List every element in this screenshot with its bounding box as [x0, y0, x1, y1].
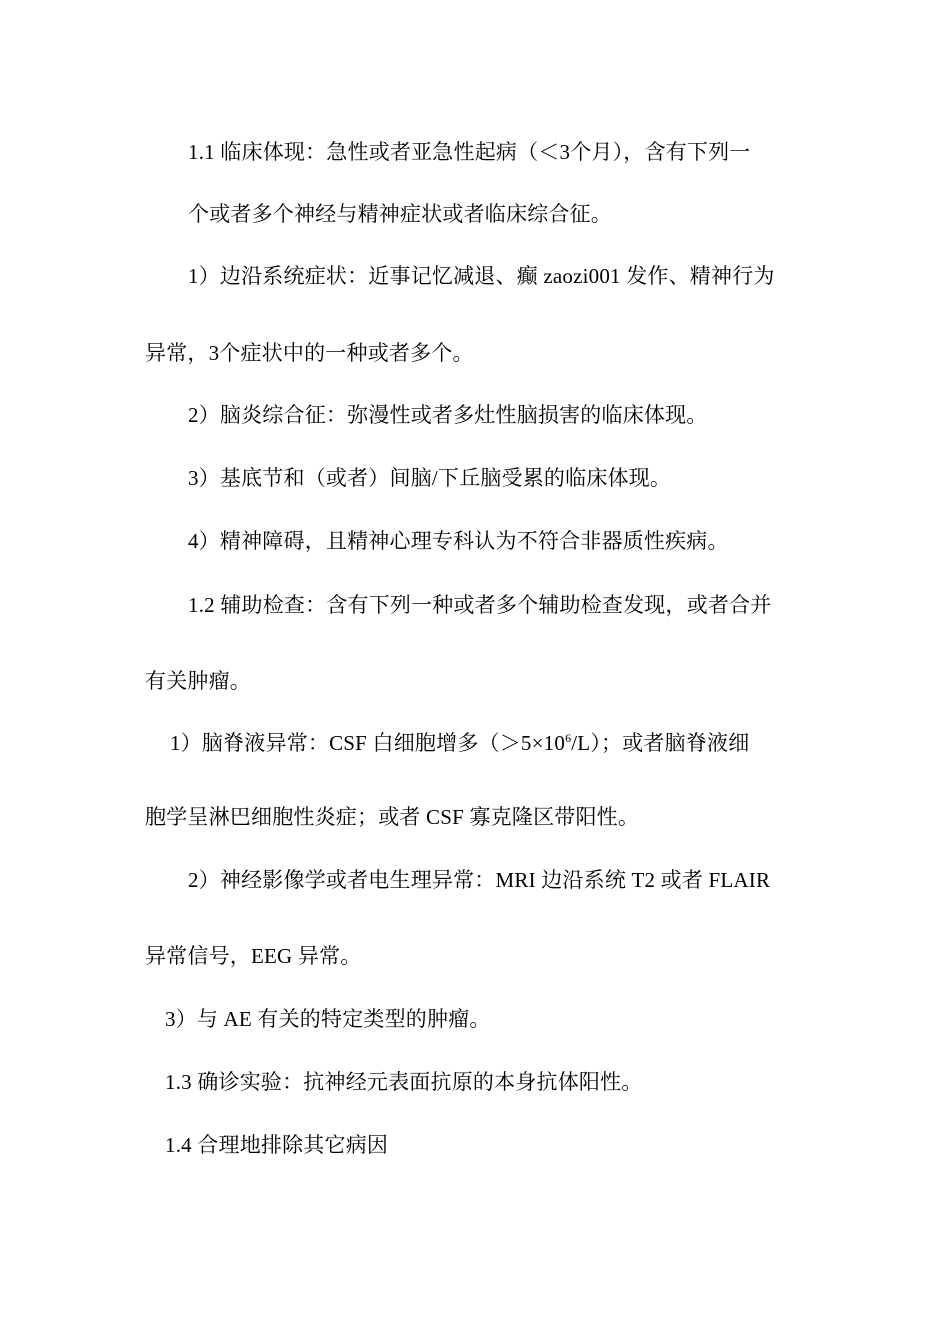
item-2-imaging-line-2: 异常信号，EEG 异常。 [145, 944, 362, 968]
item-2-imaging-line-1: 2）神经影像学或者电生理异常：MRI 边沿系统 T2 或者 FLAIR [188, 868, 771, 892]
csf-text-before: 1）脑脊液异常：CSF 白细胞增多（＞5×10 [170, 731, 566, 755]
item-1-limbic-line-2: 异常，3个症状中的一种或者多个。 [145, 341, 474, 365]
item-1-csf-line-2: 胞学呈淋巴细胞性炎症；或者 CSF 寡克隆区带阳性。 [145, 805, 640, 829]
section-1-2-heading-line-2: 有关肿瘤。 [145, 669, 251, 693]
item-3-basal-ganglia: 3）基底节和（或者）间脑/下丘脑受累的临床体现。 [188, 466, 672, 490]
item-2-encephalitis: 2）脑炎综合征：弥漫性或者多灶性脑损害的临床体现。 [188, 403, 708, 427]
csf-exponent: 6 [565, 731, 572, 745]
section-1-2-heading-line-1: 1.2 辅助检查：含有下列一种或者多个辅助检查发现，或者合并 [188, 593, 772, 617]
section-1-1-heading-line-1: 1.1 临床体现：急性或者亚急性起病（＜3个月），含有下列一 [188, 140, 751, 164]
item-3-tumor: 3）与 AE 有关的特定类型的肿瘤。 [165, 1007, 491, 1031]
item-1-limbic-line-1: 1）边沿系统症状：近事记忆减退、癫 zaozi001 发作、精神行为 [188, 264, 775, 288]
item-4-psychiatric: 4）精神障碍，且精神心理专科认为不符合非器质性疾病。 [188, 529, 729, 553]
csf-text-after: /L）；或者脑脊液细 [571, 731, 750, 755]
section-1-4-heading: 1.4 合理地排除其它病因 [165, 1133, 389, 1157]
section-1-3-heading: 1.3 确诊实验：抗神经元表面抗原的本身抗体阳性。 [165, 1070, 643, 1094]
item-1-csf-line-1 [170, 730, 749, 756]
section-1-1-heading-line-2: 个或者多个神经与精神症状或者临床综合征。 [188, 202, 612, 226]
